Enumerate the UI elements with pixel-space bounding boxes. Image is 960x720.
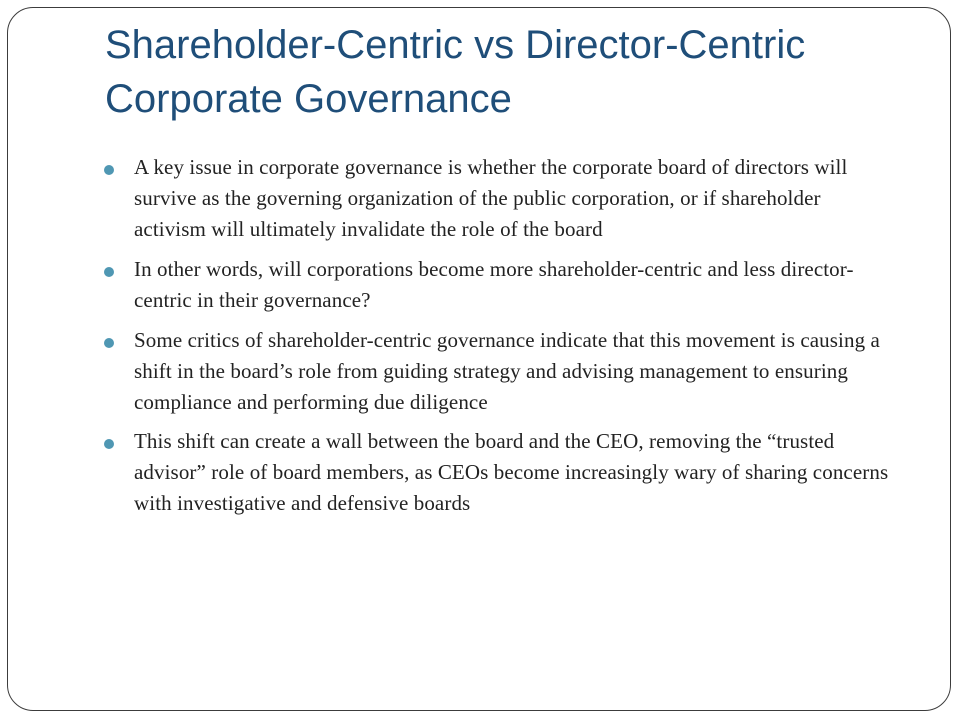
bullet-text: This shift can create a wall between the board and the CEO, removing the “trusted advisor” role of board members, as CEOs become increasingly wary of sharing concerns with investigative and defensive boards xyxy=(134,429,889,515)
list-item xyxy=(104,152,894,245)
bullet-icon xyxy=(104,439,114,449)
bullet-icon xyxy=(104,338,114,348)
bullet-list xyxy=(104,152,894,519)
bullet-icon xyxy=(104,267,114,277)
bullet-text: A key issue in corporate governance is whether the corporate board of directors will survive as the governing organization of the public corporation, or if shareholder activism will ultimately invalidate the role of the board xyxy=(134,155,848,241)
list-item xyxy=(104,254,894,316)
bullet-icon xyxy=(104,165,114,175)
slide-title: Shareholder-Centric vs Director-Centric Corporate Governance xyxy=(105,23,806,121)
list-item xyxy=(104,426,894,519)
list-item xyxy=(104,325,894,418)
bullet-text: In other words, will corporations become more shareholder-centric and less director-centric in their governance? xyxy=(134,257,854,312)
bullet-text: Some critics of shareholder-centric governance indicate that this movement is causing a shift in the board’s role from guiding strategy and advising management to ensuring compliance and performing due diligence xyxy=(134,328,880,414)
